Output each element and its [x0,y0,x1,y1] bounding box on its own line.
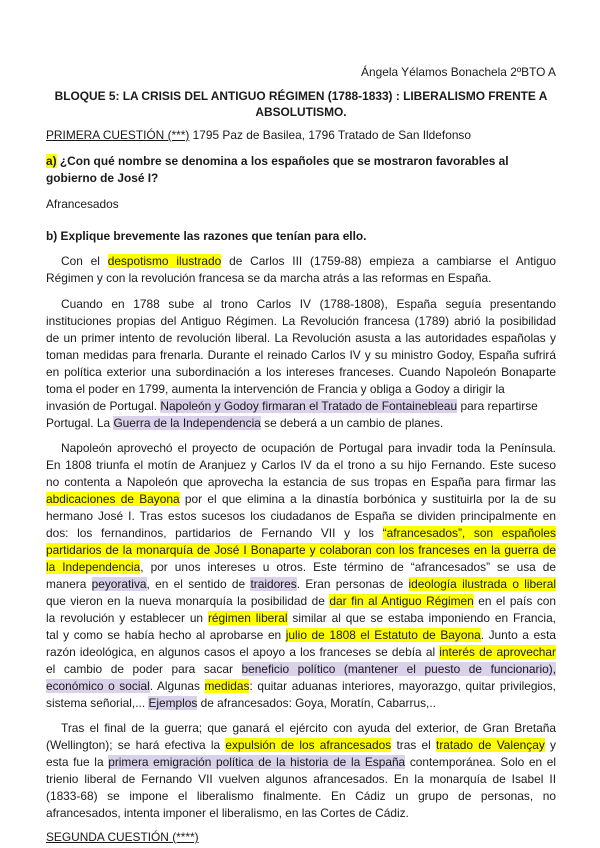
paragraph-1-line: Régimen y con la revolución francesa se da marcha atrás a las reformas en España. [46,271,492,285]
highlight-economico: económico o social [46,679,150,693]
first-question-topic: 1795 Paz de Basilea, 1796 Tratado de San Ildefonso [189,128,471,142]
question-a-line-1: a) ¿Con qué nombre se denomina a los españoles que se mostraron favorables al [46,154,509,168]
question-b-heading: b) Explique brevemente las razones que tenían para ello. [46,229,367,243]
paragraph-2-line: de un primer intento de revolución liberal. La Revolución asusta a las autoridades españolas y [46,331,556,345]
paragraph-4-line: afrancesados, intenta imponer el liberalismo, en las Cortes de Cádiz. [46,806,409,820]
paragraph-3-line: económico o social. Algunas medidas: quitar aduanas interiores, mayorazgo, quitar privilegios, [46,679,556,693]
highlight-emigracion: primera emigración política de la historia de la España [108,755,406,769]
paragraph-3-line: abdicaciones de Bayona por el que elimina a la dinastía borbónica y sustituirla por la de su [46,492,556,506]
second-question-label: SEGUNDA CUESTIÓN (****) [46,830,199,844]
highlight-guerra-independencia: Guerra de la Independencia [113,416,261,430]
paragraph-3-line: hermano José I. Tras estos sucesos los ciudadanos de España se dividen principalmente en [46,509,556,523]
title-line-2: ABSOLUTISMO. [255,105,347,119]
highlight-valencay: tratado de Valençay [436,738,545,752]
first-question-line [46,127,556,144]
paragraph-3-line: sistema señorial,... Ejemplos de afrancesados: Goya, Moratín, Cabarrus,.. [46,696,436,710]
paragraph-3-line: tal y como se había hecho al aprobarse en julio de 1808 el Estatuto de Bayona. Junto a esta [46,628,556,642]
highlight-medidas: medidas [204,679,250,693]
highlight-ideologia: ideología ilustrada o liberal [408,577,556,591]
paragraph-4-line: trienio liberal de Fernando VII vuelven algunos afrancesados. En la monarquía de Isabel II [46,772,556,786]
paragraph-2-line: Portugal. La Guerra de la Independencia se deberá a un cambio de planes. [46,416,444,430]
highlight-fontainebleau: Napoleón y Godoy firmaran el Tratado de Fontainebleau [160,399,458,413]
paragraph-4-line: Tras el final de la guerra; que ganará el ejército con ayuda del exterior, de Gran Bretaña [61,721,556,735]
paragraph-2-line: toman medidas para frenarla. Durante el reinado Carlos IV y su ministro Godoy, España sufrirá [46,348,556,362]
paragraph-3-line: manera peyorativa, en el sentido de traidores. Eran personas de ideología ilustrada o liberal [46,577,556,591]
highlight-ejemplos: Ejemplos [148,696,198,710]
highlight-afrancesados-def: “afrancesados”, son españoles [382,526,556,540]
highlight-despotismo: despotismo ilustrado [107,254,222,268]
question-a-marker: a) [46,154,57,168]
highlight-dar-fin: dar fin al Antiguo Régimen [329,594,474,608]
highlight-interes: interés de aprovechar [439,645,556,659]
paragraph-3-line: dos: los fernandinos, partidarios de Fernando VII y los “afrancesados”, son españoles [46,526,556,540]
highlight-regimen-liberal: régimen liberal [207,611,288,625]
first-question-label: PRIMERA CUESTIÓN (***) [46,128,190,142]
paragraph-1-line: Con el despotismo ilustrado de Carlos III (1759-88) empieza a cambiarse el Antiguo [61,254,556,268]
paragraph-2-line: en política exterior una subordinación a los intereses franceses. Cuando Napoleón Bonaparte [46,365,556,379]
paragraph-3-line: la Independencia, por unos intereses u otros. Este término de “afrancesados” se usa de [46,560,556,574]
paragraph-3-line: razón ideológica, en algunos casos el apoyo a los franceses se debía al interés de aprovechar [46,645,556,659]
question-a-line-2: gobierno de José I? [46,171,159,185]
paragraph-2-line: instituciones propias del Antiguo Régimen. La Revolución francesa (1789) abrió la posibilidad [46,314,556,328]
highlight-peyorativa: peyorativa [91,577,147,591]
highlight-expulsion: expulsión de los afrancesados [225,738,392,752]
paragraph-4-line: (Wellington); se hará efectiva la expulsión de los afrancesados tras el tratado de Valençay y [46,738,556,752]
paragraph-3-line: la revolución y establecer un régimen liberal similar al que se estaba imponiendo en Francia, [46,611,556,625]
second-question-line [46,829,556,846]
highlight-estatuto-bayona: julio de 1808 el Estatuto de Bayona [285,628,481,642]
author-line: Ángela Yélamos Bonachela 2ºBTO A [361,65,556,79]
highlight-beneficio: beneficio político (mantener el puesto de funcionario), [241,662,557,676]
paragraph-3-line: no contenta a Napoleón que aprovecha la estancia de sus tropas en España para firmar las [46,475,556,489]
question-a-answer: Afrancesados [46,197,119,211]
paragraph-2-line: Cuando en 1788 sube al trono Carlos IV (1788-1808), España seguía presentando [61,297,556,311]
paragraph-3-line: Napoleón aprovechó el proyecto de ocupación de Portugal para invadir toda la Península. [61,441,556,455]
paragraph-4-line: esta fue la primera emigración política de la historia de la España contemporánea. Solo en el [46,755,556,769]
paragraph-3-line: En 1808 triunfa el motín de Aranjuez y Carlos IV da el trono a su hijo Fernando. Este suceso [46,458,556,472]
paragraph-2-line: invasión de Portugal. Napoleón y Godoy firmaran el Tratado de Fontainebleau para repartirse [46,399,538,413]
paragraph-4-line: (1833-68) se impone el liberalismo finalmente. En Cádiz un grupo de personas, no [46,789,556,803]
paragraph-2-line: toma el poder en 1799, aumenta la intervención de Francia y obliga a Godoy a dirigir la [46,382,505,396]
highlight-abdicaciones: abdicaciones de Bayona [46,492,180,506]
paragraph-3-line: partidarios de la monarquía de José I Bonaparte y colaboran con los franceses en la guerra de [46,543,556,557]
paragraph-3-line: que vieron en la nueva monarquía la posibilidad de dar fin al Antiguo Régimen en el país con [46,594,556,608]
paragraph-3-line: el cambio de poder para sacar beneficio político (mantener el puesto de funcionario), [46,662,557,676]
title-line-1: BLOQUE 5: LA CRISIS DEL ANTIGUO RÉGIMEN (1788-1833) : LIBERALISMO FRENTE A [54,89,548,103]
highlight-traidores: traidores [250,577,297,591]
